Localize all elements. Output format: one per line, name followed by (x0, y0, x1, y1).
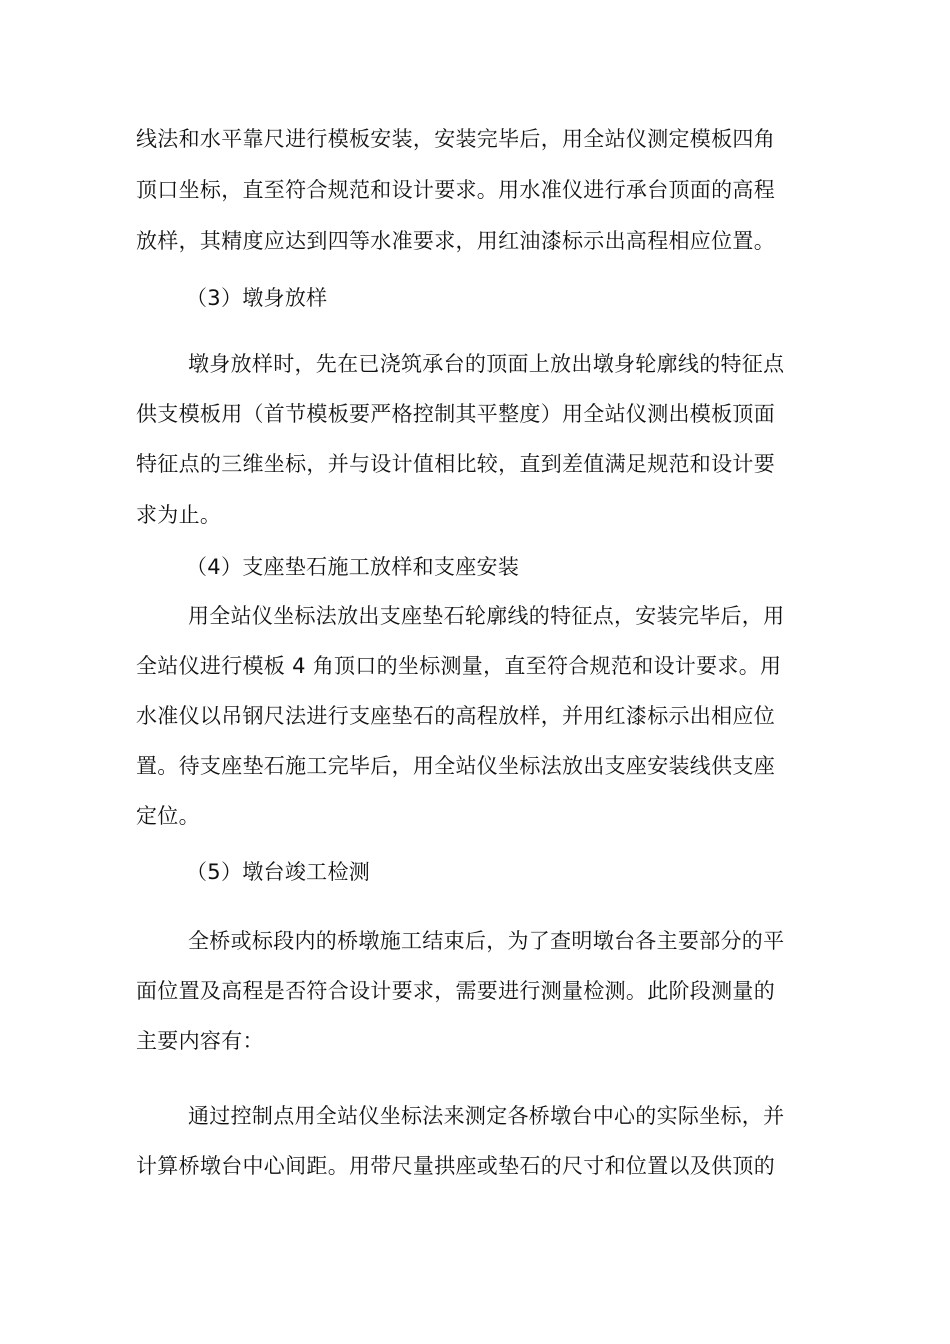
section-heading: （4）支座垫石施工放样和支座安装 (186, 555, 520, 579)
paragraph-line: 定位。 (136, 804, 200, 828)
section-heading: （3）墩身放样 (186, 286, 328, 310)
paragraph-line: 线法和水平靠尺进行模板安装，安装完毕后，用全站仪测定模板四角 (136, 127, 775, 151)
paragraph-line: 水准仪以吊钢尺法进行支座垫石的高程放样，并用红漆标示出相应位 (136, 704, 775, 728)
paragraph-line: 用全站仪坐标法放出支座垫石轮廓线的特征点，安装完毕后，用 (188, 604, 785, 628)
paragraph-line: 墩身放样时，先在已浇筑承台的顶面上放出墩身轮廓线的特征点 (188, 352, 785, 376)
paragraph-line: 通过控制点用全站仪坐标法来测定各桥墩台中心的实际坐标，并 (188, 1104, 785, 1128)
paragraph-line: 置。待支座垫石施工完毕后，用全站仪坐标法放出支座安装线供支座 (136, 754, 775, 778)
paragraph-line: 顶口坐标，直至符合规范和设计要求。用水准仪进行承台顶面的高程 (136, 178, 775, 202)
paragraph-line: 放样，其精度应达到四等水准要求，用红油漆标示出高程相应位置。 (136, 229, 775, 253)
paragraph-line: 面位置及高程是否符合设计要求，需要进行测量检测。此阶段测量的 (136, 979, 775, 1003)
section-heading: （5）墩台竣工检测 (186, 860, 371, 884)
paragraph-line: 求为止。 (136, 503, 222, 527)
paragraph-line: 供支模板用（首节模板要严格控制其平整度）用全站仪测出模板顶面 (136, 402, 775, 426)
paragraph-line: 计算桥墩台中心间距。用带尺量拱座或垫石的尺寸和位置以及供顶的 (136, 1154, 775, 1178)
paragraph-line: 特征点的三维坐标，并与设计值相比较，直到差值满足规范和设计要 (136, 452, 775, 476)
paragraph-line: 主要内容有： (136, 1029, 264, 1053)
paragraph-line: 全站仪进行模板 4 角顶口的坐标测量，直至符合规范和设计要求。用 (136, 654, 782, 678)
paragraph-line: 全桥或标段内的桥墩施工结束后，为了查明墩台各主要部分的平 (188, 929, 785, 953)
